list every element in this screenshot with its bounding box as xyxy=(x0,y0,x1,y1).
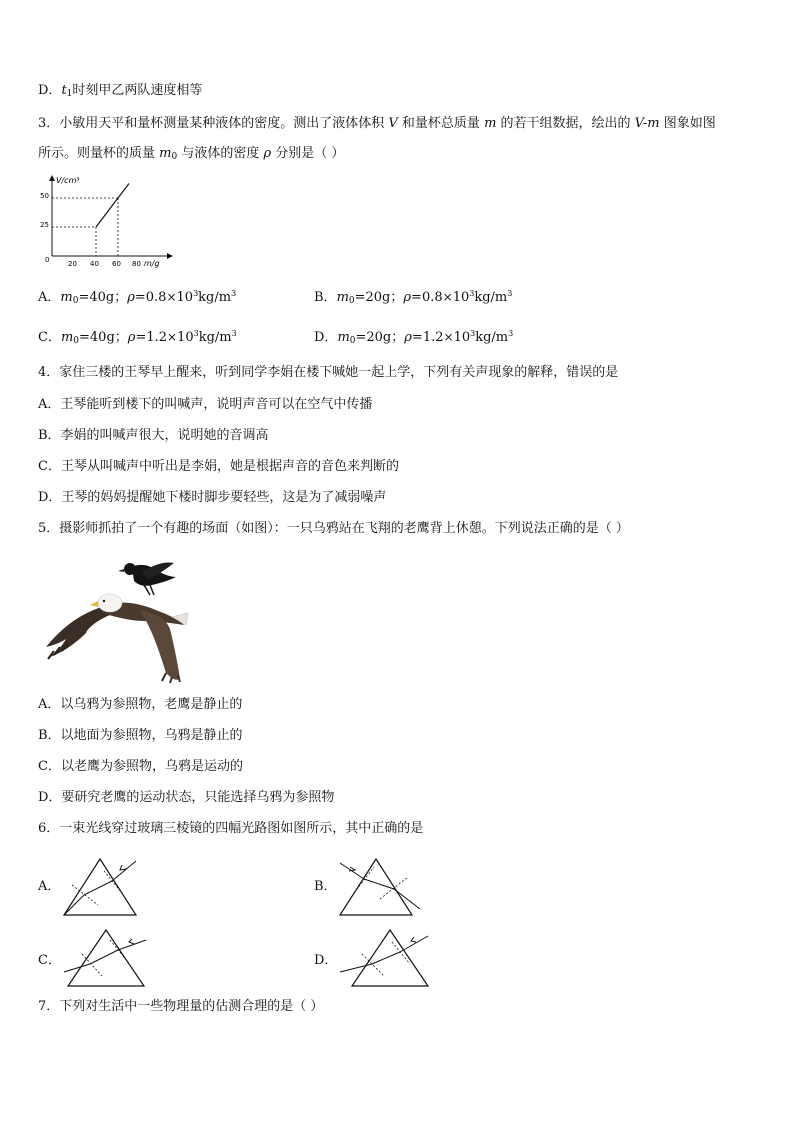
q4-option-a: A．王琴能听到楼下的叫喊声，说明声音可以在空气中传播 xyxy=(38,397,373,412)
q3-stem-line1: 3．小敏用天平和量杯测量某种液体的密度。测出了液体体积 V 和量杯总质量 m 的若干组数据，绘出的 V-m 图象如图 xyxy=(38,116,716,131)
prism-diagram-d xyxy=(336,926,432,990)
q3-option-d: D．$m_0=20g$；$\rho=1.2\times 10^3kg/m^3$ xyxy=(314,329,514,346)
x-tick-60: 60 xyxy=(112,260,121,268)
crow-head xyxy=(124,563,136,575)
x-axis-label: m/g xyxy=(144,259,160,268)
origin-label: 0 xyxy=(45,256,50,264)
x-tick-20: 20 xyxy=(68,260,77,268)
q6-label-a: A． xyxy=(38,879,61,894)
y-tick-25: 25 xyxy=(40,221,49,229)
prism-diagram-b xyxy=(336,855,426,919)
q3-stem-line2: 所示。则量杯的质量 $m_0$ 与液体的密度 ρ 分别是（ ） xyxy=(38,146,345,162)
q4-option-d: D．王琴的妈妈提醒她下楼时脚步要轻些，这是为了减弱噪声 xyxy=(38,490,387,505)
q2-option-d: D．$t_1$时刻甲乙两队速度相等 xyxy=(38,83,203,99)
q5-option-b: B．以地面为参照物，乌鸦是静止的 xyxy=(38,728,243,743)
x-tick-80: 80 xyxy=(132,260,141,268)
q3-option-a: A．$m_0=40g$；$\rho=0.8\times 10^3kg/m^3$ xyxy=(38,289,237,306)
eagle-beak xyxy=(90,601,98,607)
q6-label-d: D． xyxy=(314,953,338,968)
eagle-crow-image xyxy=(40,555,190,685)
q4-stem: 4．家住三楼的王琴早上醒来，听到同学李娟在楼下喊她一起上学，下列有关声现象的解释，错误的是 xyxy=(38,365,619,380)
q5-option-a: A．以乌鸦为参照物，老鹰是静止的 xyxy=(38,697,243,712)
q7-stem: 7．下列对生活中一些物理量的估测合理的是（ ） xyxy=(38,999,324,1014)
eagle-left-wing xyxy=(46,605,110,657)
q3-option-b: B．$m_0=20g$；$\rho=0.8\times 10^3kg/m^3$ xyxy=(314,289,513,306)
eagle-head xyxy=(98,594,122,612)
x-tick-40: 40 xyxy=(90,260,99,268)
y-axis-label: V/cm³ xyxy=(56,176,80,185)
q4-option-b: B．李娟的叫喊声很大，说明她的音调高 xyxy=(38,428,269,443)
q4-option-c: C．王琴从叫喊声中听出是李娟，她是根据声音的音色来判断的 xyxy=(38,459,399,474)
prism-diagram-a xyxy=(60,855,140,919)
q5-option-d: D．要研究老鹰的运动状态，只能选择乌鸦为参照物 xyxy=(38,790,335,805)
q5-option-c: C．以老鹰为参照物，乌鸦是运动的 xyxy=(38,759,243,774)
q6-label-c: C． xyxy=(38,953,61,968)
prism-diagram-c xyxy=(60,926,150,990)
q3-vm-graph xyxy=(38,170,178,270)
q6-label-b: B． xyxy=(314,879,337,894)
q5-stem: 5．摄影师抓拍了一个有趣的场面（如图）：一只乌鸦站在飞翔的老鹰背上休憩。下列说法正确的是（ ） xyxy=(38,521,629,536)
q6-stem: 6．一束光线穿过玻璃三棱镜的四幅光路图如图所示，其中正确的是 xyxy=(38,821,424,836)
q3-option-c: C．$m_0=40g$；$\rho=1.2\times 10^3kg/m^3$ xyxy=(38,329,237,346)
y-tick-50: 50 xyxy=(40,192,49,200)
vm-series-line xyxy=(96,184,129,228)
dashed-guides xyxy=(52,198,118,256)
